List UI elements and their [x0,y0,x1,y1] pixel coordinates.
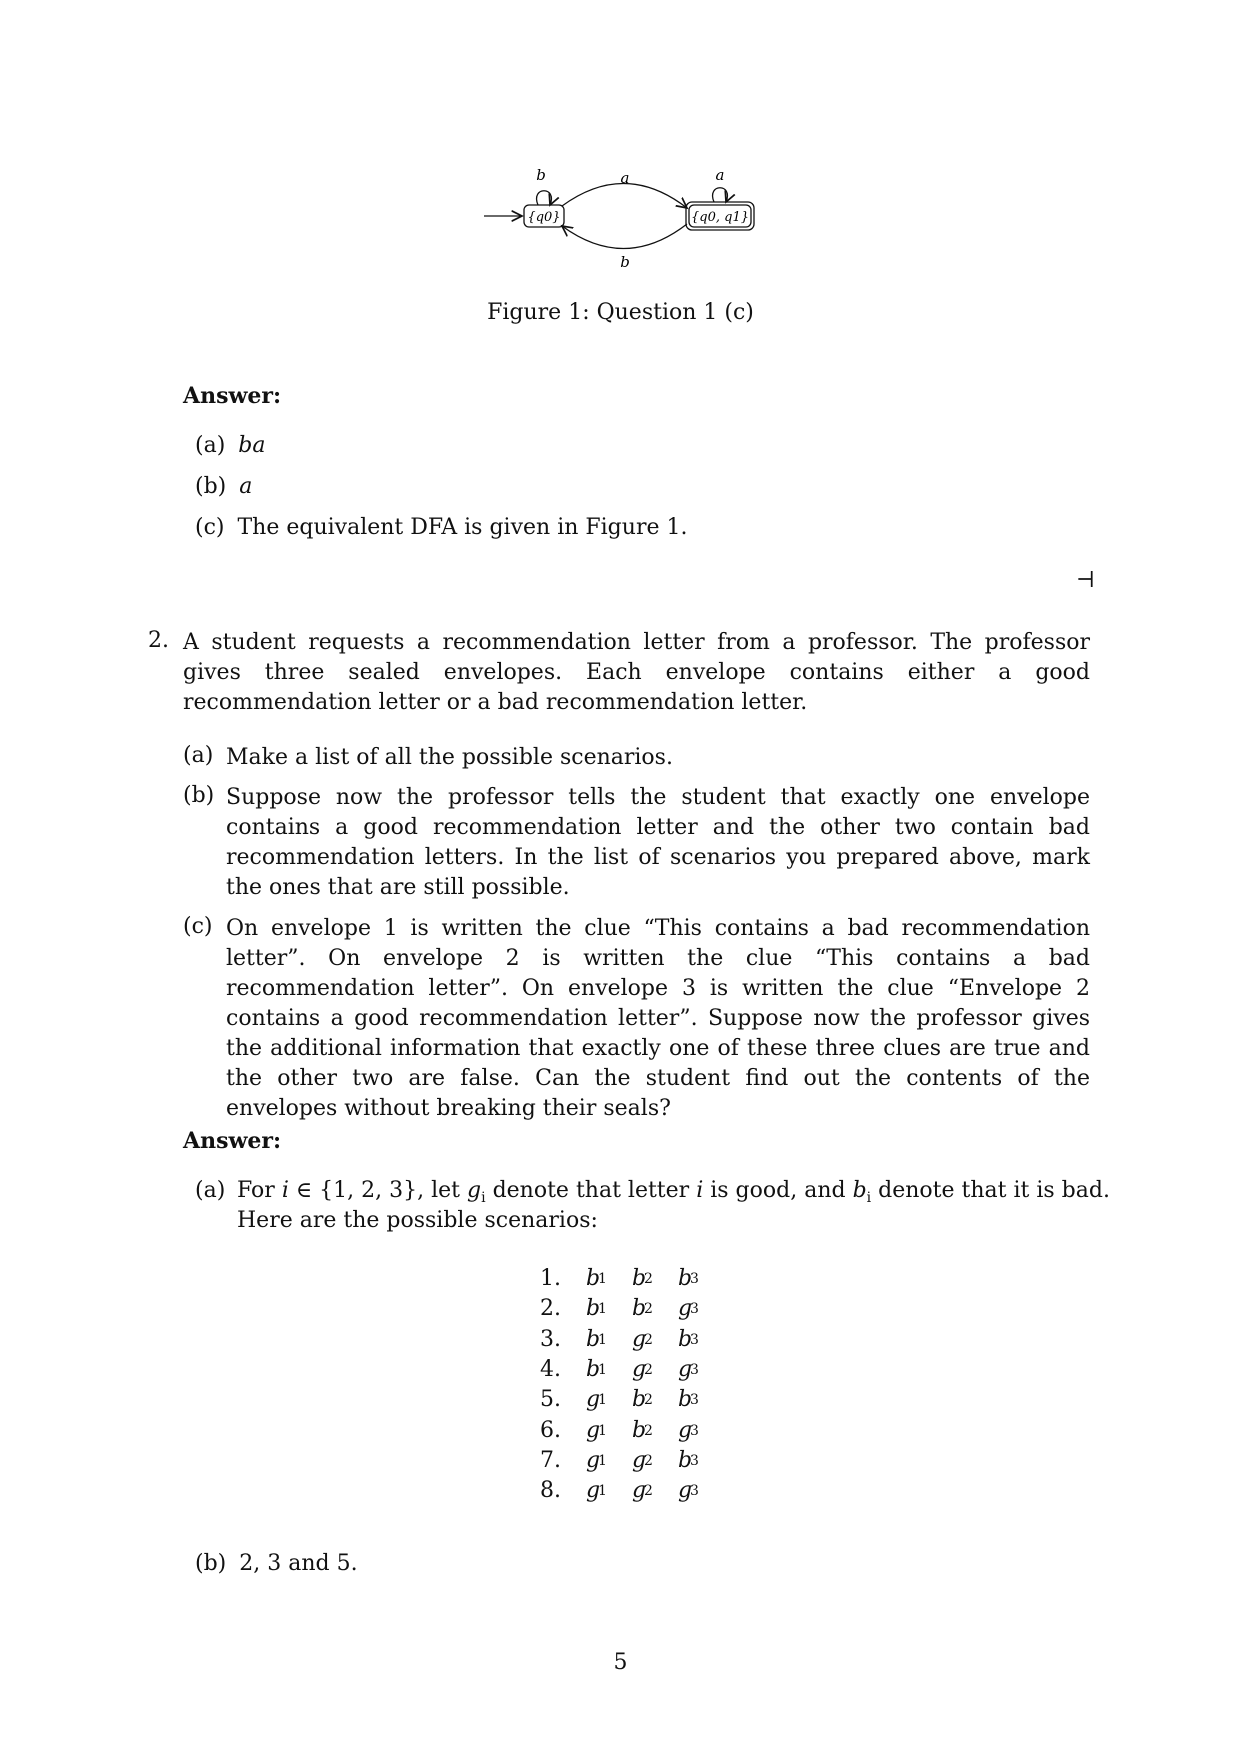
scenario-subscript: 3 [690,1483,699,1500]
scenario-subscript: 1 [598,1331,607,1348]
scenario-subscript: 3 [690,1452,699,1469]
var: i [281,1178,289,1203]
scenario-subscript: 2 [644,1361,653,1378]
loop-q0q1-label: a [715,166,725,184]
scenario-letter: g [586,1417,601,1443]
scenario-letter: b [586,1326,601,1352]
loop-q0q1 [713,188,728,202]
scenario-number: 6. [540,1417,561,1443]
scenario-number: 1. [540,1266,561,1291]
scenario-number: 8. [540,1478,561,1504]
edge-q0q1-to-q0 [562,224,687,249]
scenario-subscript: 2 [644,1452,653,1469]
scenario-letter: b [678,1387,693,1413]
edge-q0-to-q0q1 [562,183,687,208]
item-label: (b) [195,474,227,499]
answer2-heading: Answer: [183,1128,282,1154]
loop-q0-label: b [536,166,546,184]
item-text: a [239,474,253,499]
scenario-subscript: 1 [598,1361,607,1378]
scenario-subscript: 2 [644,1271,653,1287]
scenario-letter: b [586,1296,601,1322]
scenario-subscript: 2 [644,1331,653,1348]
scenario-letter: g [678,1478,693,1504]
scenario-letter: b [632,1296,647,1322]
scenario-subscript: 3 [690,1392,699,1409]
answer2-b [195,1551,358,1576]
dfa-diagram [470,150,770,285]
scenario-subscript: 3 [690,1271,699,1287]
scenario-letter: b [678,1326,693,1352]
var: i [696,1178,704,1203]
scenario-number: 3. [540,1326,561,1352]
scenario-subscript: 3 [690,1361,699,1378]
scenario-number: 7. [540,1447,561,1473]
scenario-subscript: 1 [598,1271,607,1287]
scenario-letter: g [632,1356,647,1382]
question2-part-c-label: (c) [183,914,213,939]
scenario-letter: g [632,1326,647,1352]
item-text: The equivalent DFA is given in Figure 1. [237,515,688,540]
question2-part-a-text: Make a list of all the possible scenarios. [226,745,673,770]
scenario-subscript: 2 [644,1422,653,1439]
answer1-item-c [195,515,687,540]
item-label: (c) [195,515,225,540]
scenario-subscript: 1 [598,1301,607,1318]
text: denote that letter [492,1178,690,1203]
scenario-number: 4. [540,1356,561,1382]
answer1-item-b [195,474,252,499]
subscript: i [866,1190,872,1206]
item-label: (b) [195,1551,227,1576]
answer2-a-line1 [237,1178,1110,1206]
scenario-subscript: 2 [644,1483,653,1500]
scenario-letter: g [632,1447,647,1473]
question2-number: 2. [148,628,169,653]
var: b [852,1178,867,1203]
answer2-a-line2: Here are the possible scenarios: [237,1208,598,1233]
scenario-subscript: 1 [598,1422,607,1439]
edge-a-label: a [620,169,630,187]
question2-part-b-label: (b) [183,783,215,808]
text: is good, and [710,1178,846,1203]
item-text: 2, 3 and 5. [239,1551,358,1576]
scenario-subscript: 2 [644,1392,653,1409]
answer1-item-a [195,433,266,458]
scenario-letter: b [678,1447,693,1473]
scenario-subscript: 1 [598,1452,607,1469]
scenario-subscript: 3 [690,1301,699,1318]
scenario-letter: g [586,1387,601,1413]
page-number: 5 [613,1650,628,1675]
scenario-letter: b [632,1266,647,1291]
scenario-letter: g [678,1296,693,1322]
scenario-letter: b [586,1356,601,1382]
scenario-letter: g [678,1356,693,1382]
scenario-number: 5. [540,1387,561,1413]
subscript: i [481,1190,486,1206]
state-q0q1-label: {q0, q1} [691,210,749,225]
question2-part-c-text: On envelope 1 is written the clue “This contains a bad recommendation letter”. On envelope 2 is written the clue “This contains a bad recommendation letter”. On envelope 3 is written the clue “Envelope 2 contains a good recommendation letter”. Suppose now the professor gives the additional information that exactly one of these three clues are true and the other two are false. Can the student find out the contents of the envelopes without breaking their seals? [226,916,1090,1121]
text: ∈ {1, 2, 3}, let [295,1178,460,1203]
scenario-letter: g [632,1478,647,1504]
text: For [237,1178,275,1203]
scenario-letter: g [586,1447,601,1473]
scenario-letter: b [678,1266,693,1291]
var: g [467,1178,482,1203]
text: denote that it is bad. [878,1178,1110,1203]
scenario-number: 2. [540,1296,561,1322]
question2-part-b-text: Suppose now the professor tells the student that exactly one envelope contains a good recommendation letter and the other two contain bad recommendation letters. In the list of scenarios you prepared above, mark the ones that are still possible. [226,785,1090,900]
scenario-letter: g [586,1478,601,1504]
scenario-subscript: 1 [598,1392,607,1409]
state-q0-label: {q0} [527,210,561,225]
question2-intro: A student requests a recommendation letter from a professor. The professor gives three sealed envelopes. Each envelope contains either a good recommendation letter or a bad recommendation letter. [183,630,1090,715]
scenario-subscript: 2 [644,1301,653,1318]
loop-q0 [537,191,552,205]
scenario-subscript: 3 [690,1422,699,1439]
scenario-letter: b [632,1417,647,1443]
end-of-proof-mark: ⊣ [1076,568,1095,593]
answer1-heading: Answer: [183,383,282,409]
item-text: ba [238,433,266,458]
scenario-letter: g [678,1417,693,1443]
scenario-table [540,1266,720,1511]
scenario-subscript: 1 [598,1483,607,1500]
question2-part-a-label: (a) [183,743,214,768]
scenario-subscript: 3 [690,1331,699,1348]
scenario-letter: b [632,1387,647,1413]
answer2-a-label: (a) [195,1178,226,1203]
edge-b-label: b [620,253,630,271]
scenario-letter: b [586,1266,601,1291]
figure-caption: Figure 1: Question 1 (c) [487,300,754,325]
item-label: (a) [195,433,226,458]
